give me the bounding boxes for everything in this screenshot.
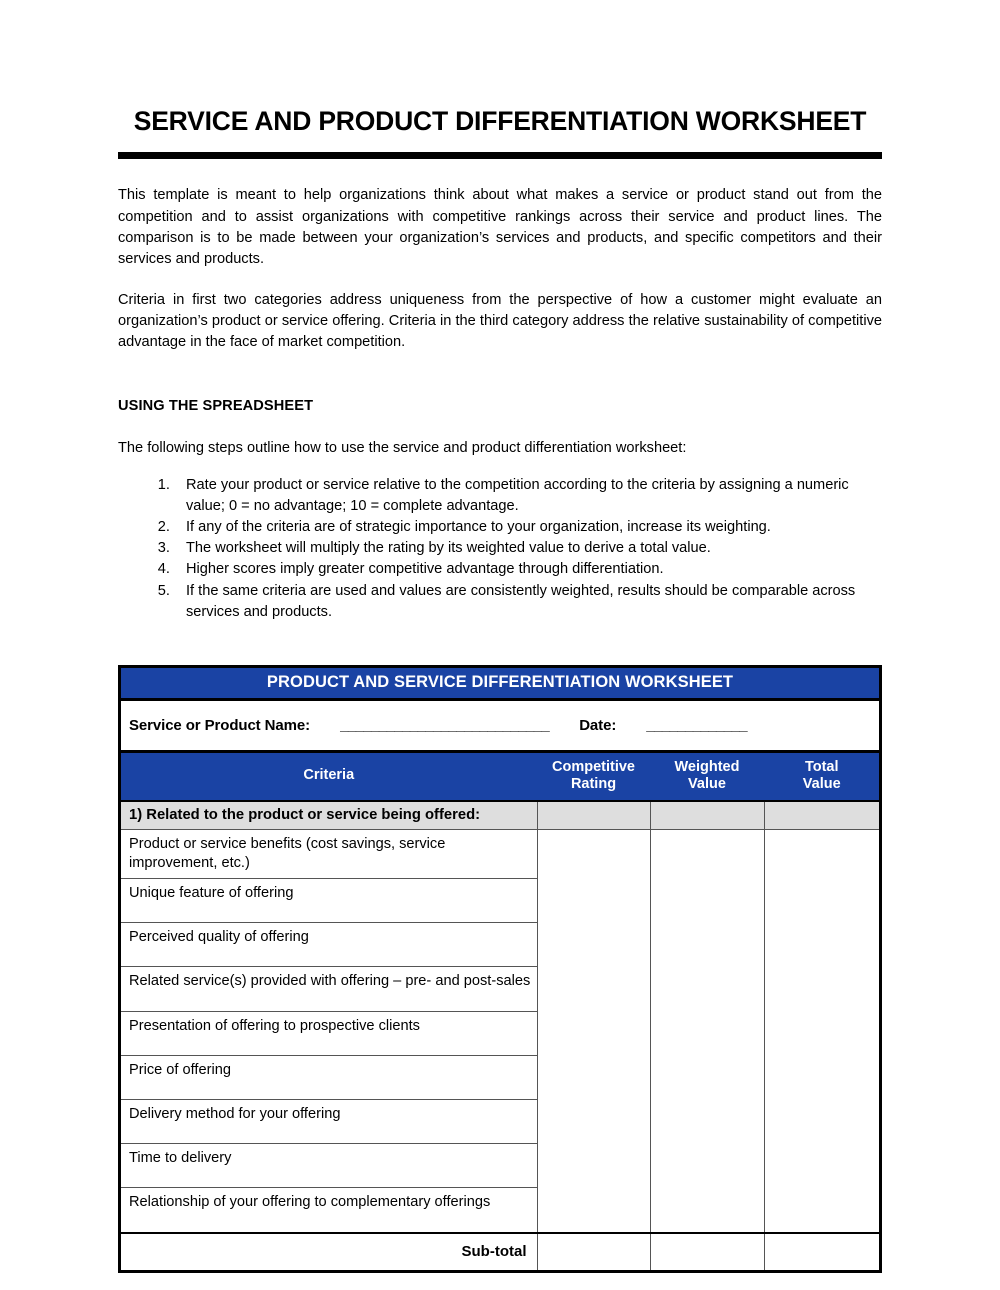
column-header-criteria: Criteria [121, 753, 537, 801]
worksheet-banner-title: PRODUCT AND SERVICE DIFFERENTIATION WORKSHEET [121, 668, 879, 701]
category-label-1: 1) Related to the product or service being offered: [121, 801, 537, 830]
criteria-label: Unique feature of offering [121, 879, 537, 923]
service-or-product-name-input[interactable]: ___________________________ [340, 716, 550, 734]
column-header-competitive-rating [537, 753, 650, 801]
header-line-2: Rating [570, 775, 617, 792]
subtotal-total-value-cell[interactable] [764, 1233, 879, 1270]
subtotal-competitive-rating-cell[interactable] [537, 1233, 650, 1270]
service-or-product-name-label: Service or Product Name: [129, 716, 310, 734]
subtotal-weighted-value-cell[interactable] [650, 1233, 764, 1270]
criteria-label: Price of offering [121, 1056, 537, 1100]
table-header-row [121, 753, 879, 801]
criteria-label: Relationship of your offering to complementary offerings [121, 1188, 537, 1234]
category-spacer-cell [537, 801, 650, 830]
criteria-label: Related service(s) provided with offering – pre- and post-sales [121, 967, 537, 1012]
header-line-2: Value [802, 775, 841, 792]
header-line-1: Total [804, 758, 839, 775]
date-label: Date: [579, 716, 617, 734]
date-input[interactable]: _____________ [646, 716, 747, 734]
subtotal-label: Sub-total [121, 1233, 537, 1270]
criteria-grid [121, 753, 879, 1271]
table-row [121, 830, 879, 879]
weighted-value-entry-area[interactable] [650, 830, 764, 1234]
list-item: 2. If any of the criteria are of strategic importance to your organization, increase its weighting. [174, 517, 882, 538]
column-header-weighted-value [650, 753, 764, 801]
category-header-row [121, 801, 879, 830]
intro-paragraph-1: This template is meant to help organizations think about what makes a service or product stand out from the competition and to assist organizations with competitive rankings across their service and product lines. The comparison is to be made between your organization’s services and products, and specific competitors and their services and products. [118, 187, 882, 267]
title-divider [118, 152, 882, 159]
category-spacer-cell [764, 801, 879, 830]
header-line-1: Weighted [674, 758, 740, 775]
column-header-total-value [764, 753, 879, 801]
competitive-rating-entry-area[interactable] [537, 830, 650, 1234]
section-heading-using-the-spreadsheet: USING THE SPREADSHEET [118, 397, 314, 414]
criteria-label: Presentation of offering to prospective clients [121, 1012, 537, 1056]
worksheet-identity-row [121, 701, 879, 753]
list-item: 5. If the same criteria are used and values are consistently weighted, results should be comparable across services and products. [174, 581, 882, 623]
header-line-1: Competitive [552, 758, 635, 775]
page-title: SERVICE AND PRODUCT DIFFERENTIATION WORKSHEET [133, 106, 867, 136]
steps-lead-in: The following steps outline how to use the service and product differentiation worksheet: [118, 439, 687, 456]
subtotal-row [121, 1233, 879, 1270]
worksheet-table [118, 665, 882, 1274]
category-spacer-cell [650, 801, 764, 830]
steps-list [118, 475, 882, 623]
criteria-label: Product or service benefits (cost savings, service improvement, etc.) [121, 830, 537, 879]
list-item: 4. Higher scores imply greater competitive advantage through differentiation. [174, 559, 882, 580]
list-item: 3. The worksheet will multiply the rating by its weighted value to derive a total value. [174, 538, 882, 559]
total-value-entry-area[interactable] [764, 830, 879, 1234]
intro-paragraph-2: Criteria in first two categories address uniqueness from the perspective of how a customer might evaluate an organization’s product or service offering. Criteria in the third category address the relative sustainability of competitive advantage in the face of market competition. [118, 292, 882, 351]
list-item: 1. Rate your product or service relative to the competition according to the criteria by assigning a numeric value; 0 = no advantage; 10 = complete advantage. [174, 475, 882, 517]
criteria-label: Delivery method for your offering [121, 1100, 537, 1144]
header-line-2: Value [688, 775, 726, 792]
criteria-label: Time to delivery [121, 1144, 537, 1188]
criteria-label: Perceived quality of offering [121, 923, 537, 967]
